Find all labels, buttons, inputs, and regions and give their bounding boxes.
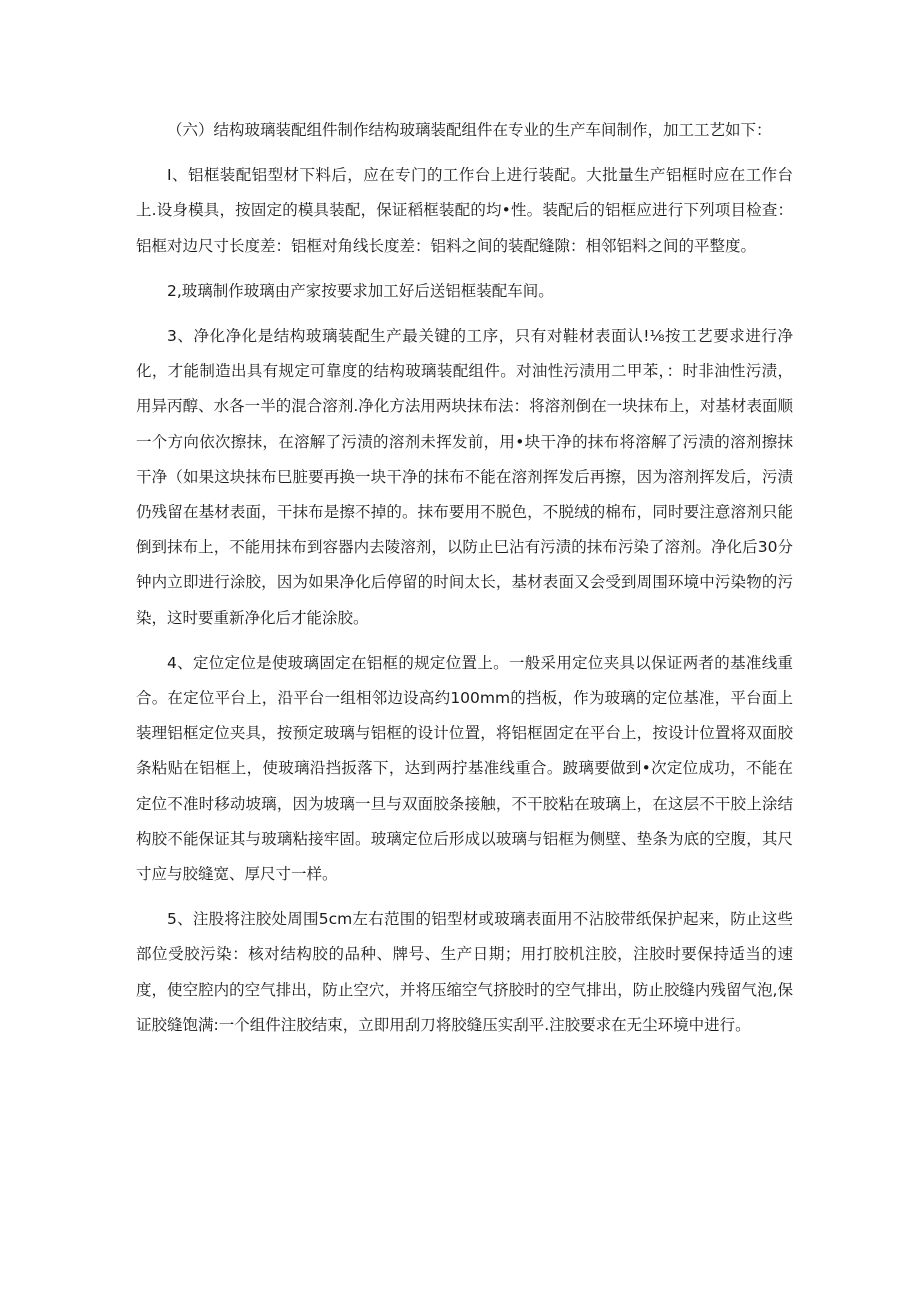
paragraph-3-cleaning: 3、净化净化是结构玻璃装配生产最关键的工序，只有对鞋材表面认!⅛按工艺要求进行净化，才能制造出具有规定可靠度的结构玻璃装配组件。对油性污渍用二甲苯，：时非油性污渍，用异丙醇、水各一半的混合溶剂.净化方法用两块抹布法：将溶剂倒在一块抹布上，对基材表面顺一个方向依次擦抹，在溶解了污渍的溶剂未挥发前，用•块干净的抹布将溶解了污渍的溶剂擦抹干净（如果这块抹布巳脏要再换一块干净的抹布不能在溶剂挥发后再擦，因为溶剂挥发后，污渍仍残留在基材表面，干抹布是擦不掉的。抹布要用不脱色，不脱绒的棉布，同时要注意溶剂只能倒到抹布上，不能用抹布到容器内去陵溶剂，以防止巳沾有污渍的抹布污染了溶剂。净化后30分钟内立即进行涂胶，因为如果净化后停留的时间太长，基材表面又会受到周围环境中污染物的污染，这时要重新净化后才能涂胶。 — [136, 327, 793, 627]
paragraph-1-frame-assembly: I、铝框装配铝型材下料后，应在专门的工作台上进行装配。大批量生产铝框时应在工作台上.设身模具，按固定的模具装配，保证稻框装配的均•性。装配后的铝框应进行下列项目检查：铝框对边尺寸长度差：铝框对角线长度差：铝料之间的装配缝隙：相邻铝料之间的平整度。 — [136, 166, 793, 255]
paragraph-5-glue-injection: 5、注股将注胶处周围5cm左右范围的铝型材或玻璃表面用不沾胶带纸保护起来，防止这些部位受胶污染：核对结构胶的品种、牌号、生产日期；用打胶机注胶，注胶时要保持适当的速度，使空腔内的空气排出，防止空穴，并将压缩空气挤胶时的空气排出，防止胶缝内残留气泡,保证胶缝饱满:一个组件注胶结束，立即用刮刀将胶缝压实刮平.注胶要求在无尘环境中进行。 — [136, 910, 793, 1034]
document-body — [136, 113, 793, 1053]
paragraph-2-glass-making: 2,玻璃制作玻璃由产家按要求加工好后送铝框装配车间。 — [167, 281, 554, 300]
paragraph-heading-6: （六）结构玻璃装配组件制作结构玻璃装配组件在专业的生产车间制作，加工工艺如下： — [167, 121, 772, 139]
paragraph-4-positioning: 4、定位定位是使玻璃固定在铝框的规定位置上。一般采用定位夹具以保证两者的基准线重合。在定位平台上，沿平台一组相邻边设高约100mm的挡板，作为玻璃的定位基准，平台面上装理铝框定位夹具，按预定玻璃与铝框的设计位置，将铝框固定在平台上，按设计位置将双面胶条粘贴在铝框上，使玻璃沿挡扳落下，达到两拧基准线重合。跛璃要做到•次定位成功，不能在定位不准时移动坡璃，因为坡璃一旦与双面胶条接触，不干胶粘在玻璃上，在这层不干胶上涂结构胶不能保证其与玻璃粘接牢固。玻璃定位后形成以玻璃与铝框为侧壁、垫条为底的空腹，其尺寸应与胶缝宽、厚尺寸一样。 — [136, 653, 793, 884]
